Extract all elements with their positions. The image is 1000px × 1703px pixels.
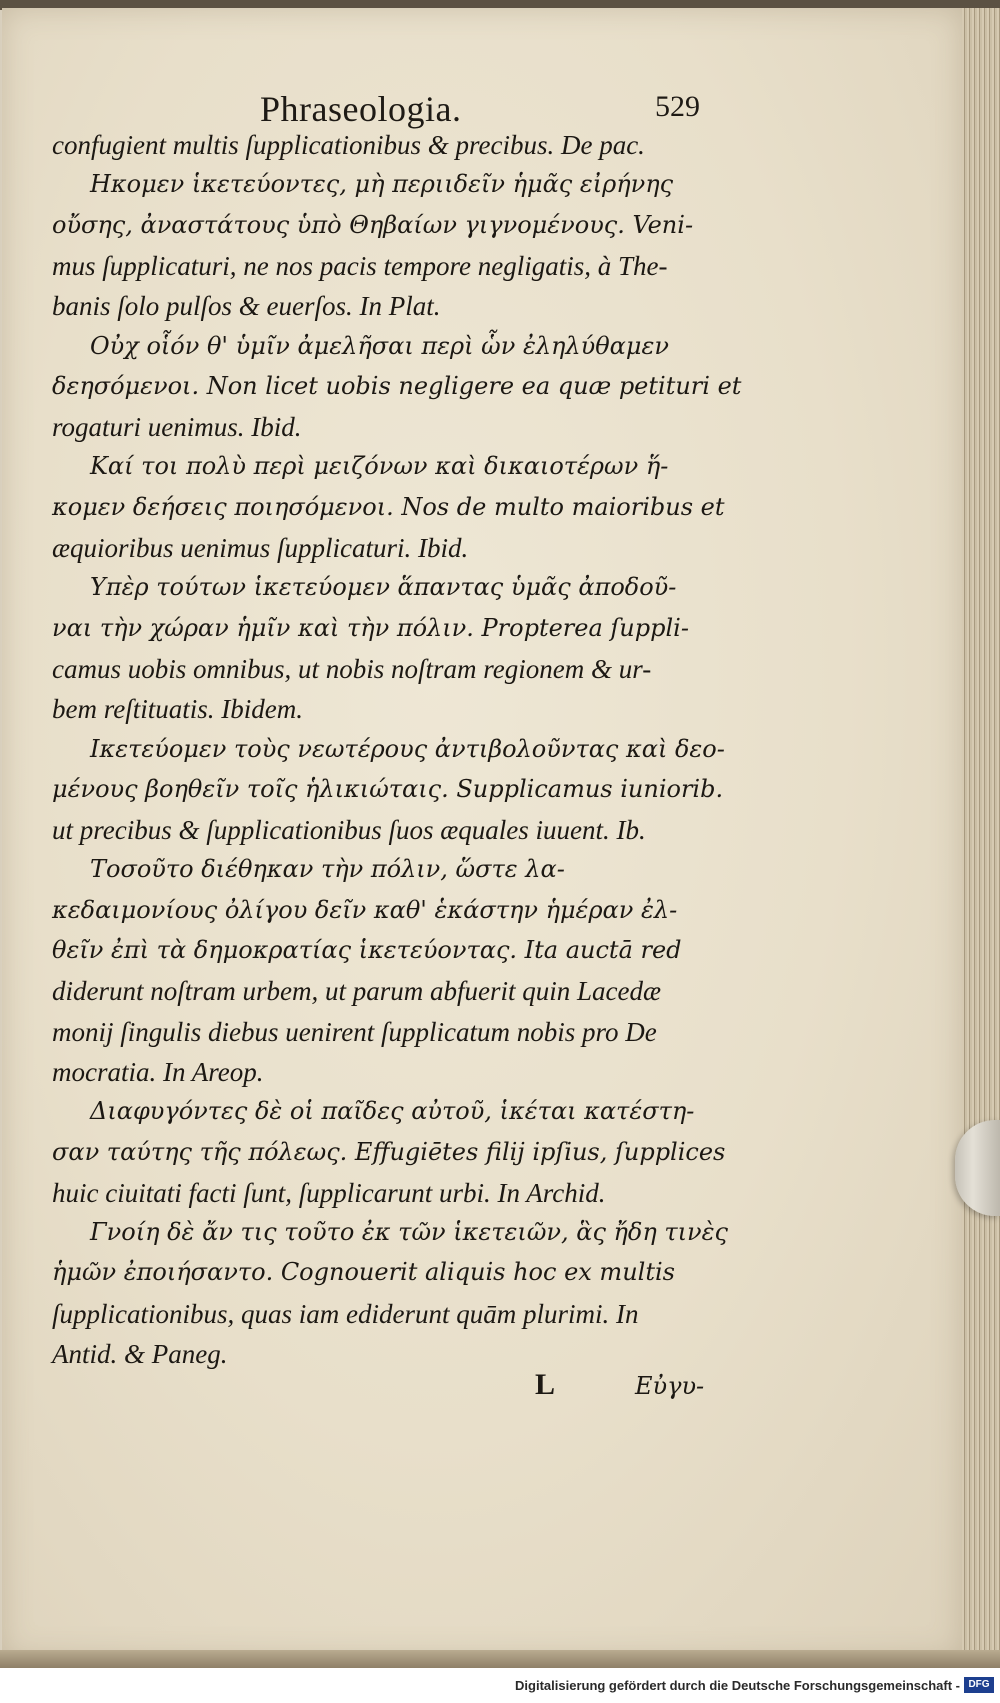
text-line: μένους βοηθεῖν τοῖς ἡλικιώταις. Supplicamus iuniorib. [52, 774, 724, 803]
text-line: Διαφυγόντες δὲ οἱ παῖδες αὐτοῦ, ἱκέται κατέστη- [90, 1097, 695, 1126]
text-line: ἡμῶν ἐποιήσαντο. Cognouerit aliquis hoc ex multis [52, 1258, 675, 1287]
text-line: monij ſingulis diebus uenirent ſupplicatum nobis pro De [52, 1016, 657, 1047]
signature-mark: L [535, 1368, 556, 1401]
text-line: Οὐχ οἷόν θ' ὑμῖν ἀμελῆσαι περὶ ὧν ἐληλύθαμεν [90, 331, 669, 360]
text-line: οὔσης, ἀναστάτους ὑπὸ Θηβαίων γιγνομένους. Veni- [52, 210, 694, 239]
text-line: ut precibus & ſupplicationibus ſuos æquales iuuent. Ib. [52, 815, 646, 846]
text-line: rogaturi uenimus. Ibid. [52, 412, 302, 443]
text-line: mus ſupplicaturi, ne nos pacis tempore negligatis, à The- [52, 250, 668, 281]
catchword: Εὐγυ- [635, 1372, 705, 1400]
page-stack-edge [962, 8, 1000, 1658]
text-line: mocratia. In Areop. [52, 1056, 264, 1087]
text-line: banis ſolo pulſos & euerſos. In Plat. [52, 291, 441, 322]
text-line: Antid. & Paneg. [52, 1339, 228, 1369]
dfg-logo: DFG [964, 1677, 994, 1693]
text-line: θεῖν ἐπὶ τὰ δημοκρατίας ἱκετεύοντας. Ita auctā red [52, 936, 682, 964]
text-line: huic ciuitati facti ſunt, ſupplicarunt urbi. In Archid. [52, 1177, 606, 1208]
book-bottom-edge [0, 1650, 1000, 1668]
text-line: diderunt noſtram urbem, ut parum abfuerit quin Lacedæ [52, 976, 661, 1007]
text-line: camus uobis omnibus, ut nobis noſtram regionem & ur- [52, 653, 652, 684]
digitization-footer [0, 1668, 1000, 1703]
text-line: bem reſtituatis. Ibidem. [52, 694, 303, 725]
text-line: κομεν δεήσεις ποιησόμενοι. Nos de multo maioribus et [52, 492, 725, 521]
page-number: 529 [655, 90, 700, 123]
text-line: Ηκομεν ἱκετεύοντες, μὴ περιιδεῖν ἡμᾶς εἰρήνης [90, 170, 674, 199]
text-line: ναι τὴν χώραν ἡμῖν καὶ τὴν πόλιν. Propterea ſuppli- [52, 613, 689, 642]
text-line: Ικετεύομεν τοὺς νεωτέρους ἀντιβολοῦντας καὶ δεο- [90, 734, 725, 763]
text-line: δεησόμενοι. Non licet uobis negligere ea quæ petituri et [52, 371, 742, 400]
text-line: κεδαιμονίους ὀλίγου δεῖν καθ' ἑκάστην ἡμέραν ἐλ- [52, 895, 678, 924]
text-line: ſupplicationibus, quas iam ediderunt quām plurimi. In [52, 1298, 639, 1329]
text-line: Γνοίη δὲ ἄν τις τοῦτο ἐκ τῶν ἱκετειῶν, ἃς ἤδη τινὲς [90, 1218, 728, 1247]
text-line: Υπὲρ τούτων ἱκετεύομεν ἅπαντας ὑμᾶς ἀποδοῦ- [90, 573, 677, 602]
running-title: Phraseologia. [260, 89, 462, 129]
text-line: æquioribus uenimus ſupplicaturi. Ibid. [52, 533, 469, 563]
footer-credit: Digitalisierung gefördert durch die Deutsche Forschungsgemeinschaft - [515, 1678, 960, 1693]
text-line: Τοσοῦτο διέθηκαν τὴν πόλιν, ὥστε λα- [90, 855, 565, 884]
text-line: Καί τοι πολὺ περὶ μειζόνων καὶ δικαιοτέρων ἥ- [90, 452, 669, 481]
text-line: confugient multis ſupplicationibus & precibus. De pac. [52, 130, 645, 160]
text-line: σαν ταύτης τῆς πόλεως. Effugiētes filij ipſius, ſupplices [52, 1137, 726, 1166]
